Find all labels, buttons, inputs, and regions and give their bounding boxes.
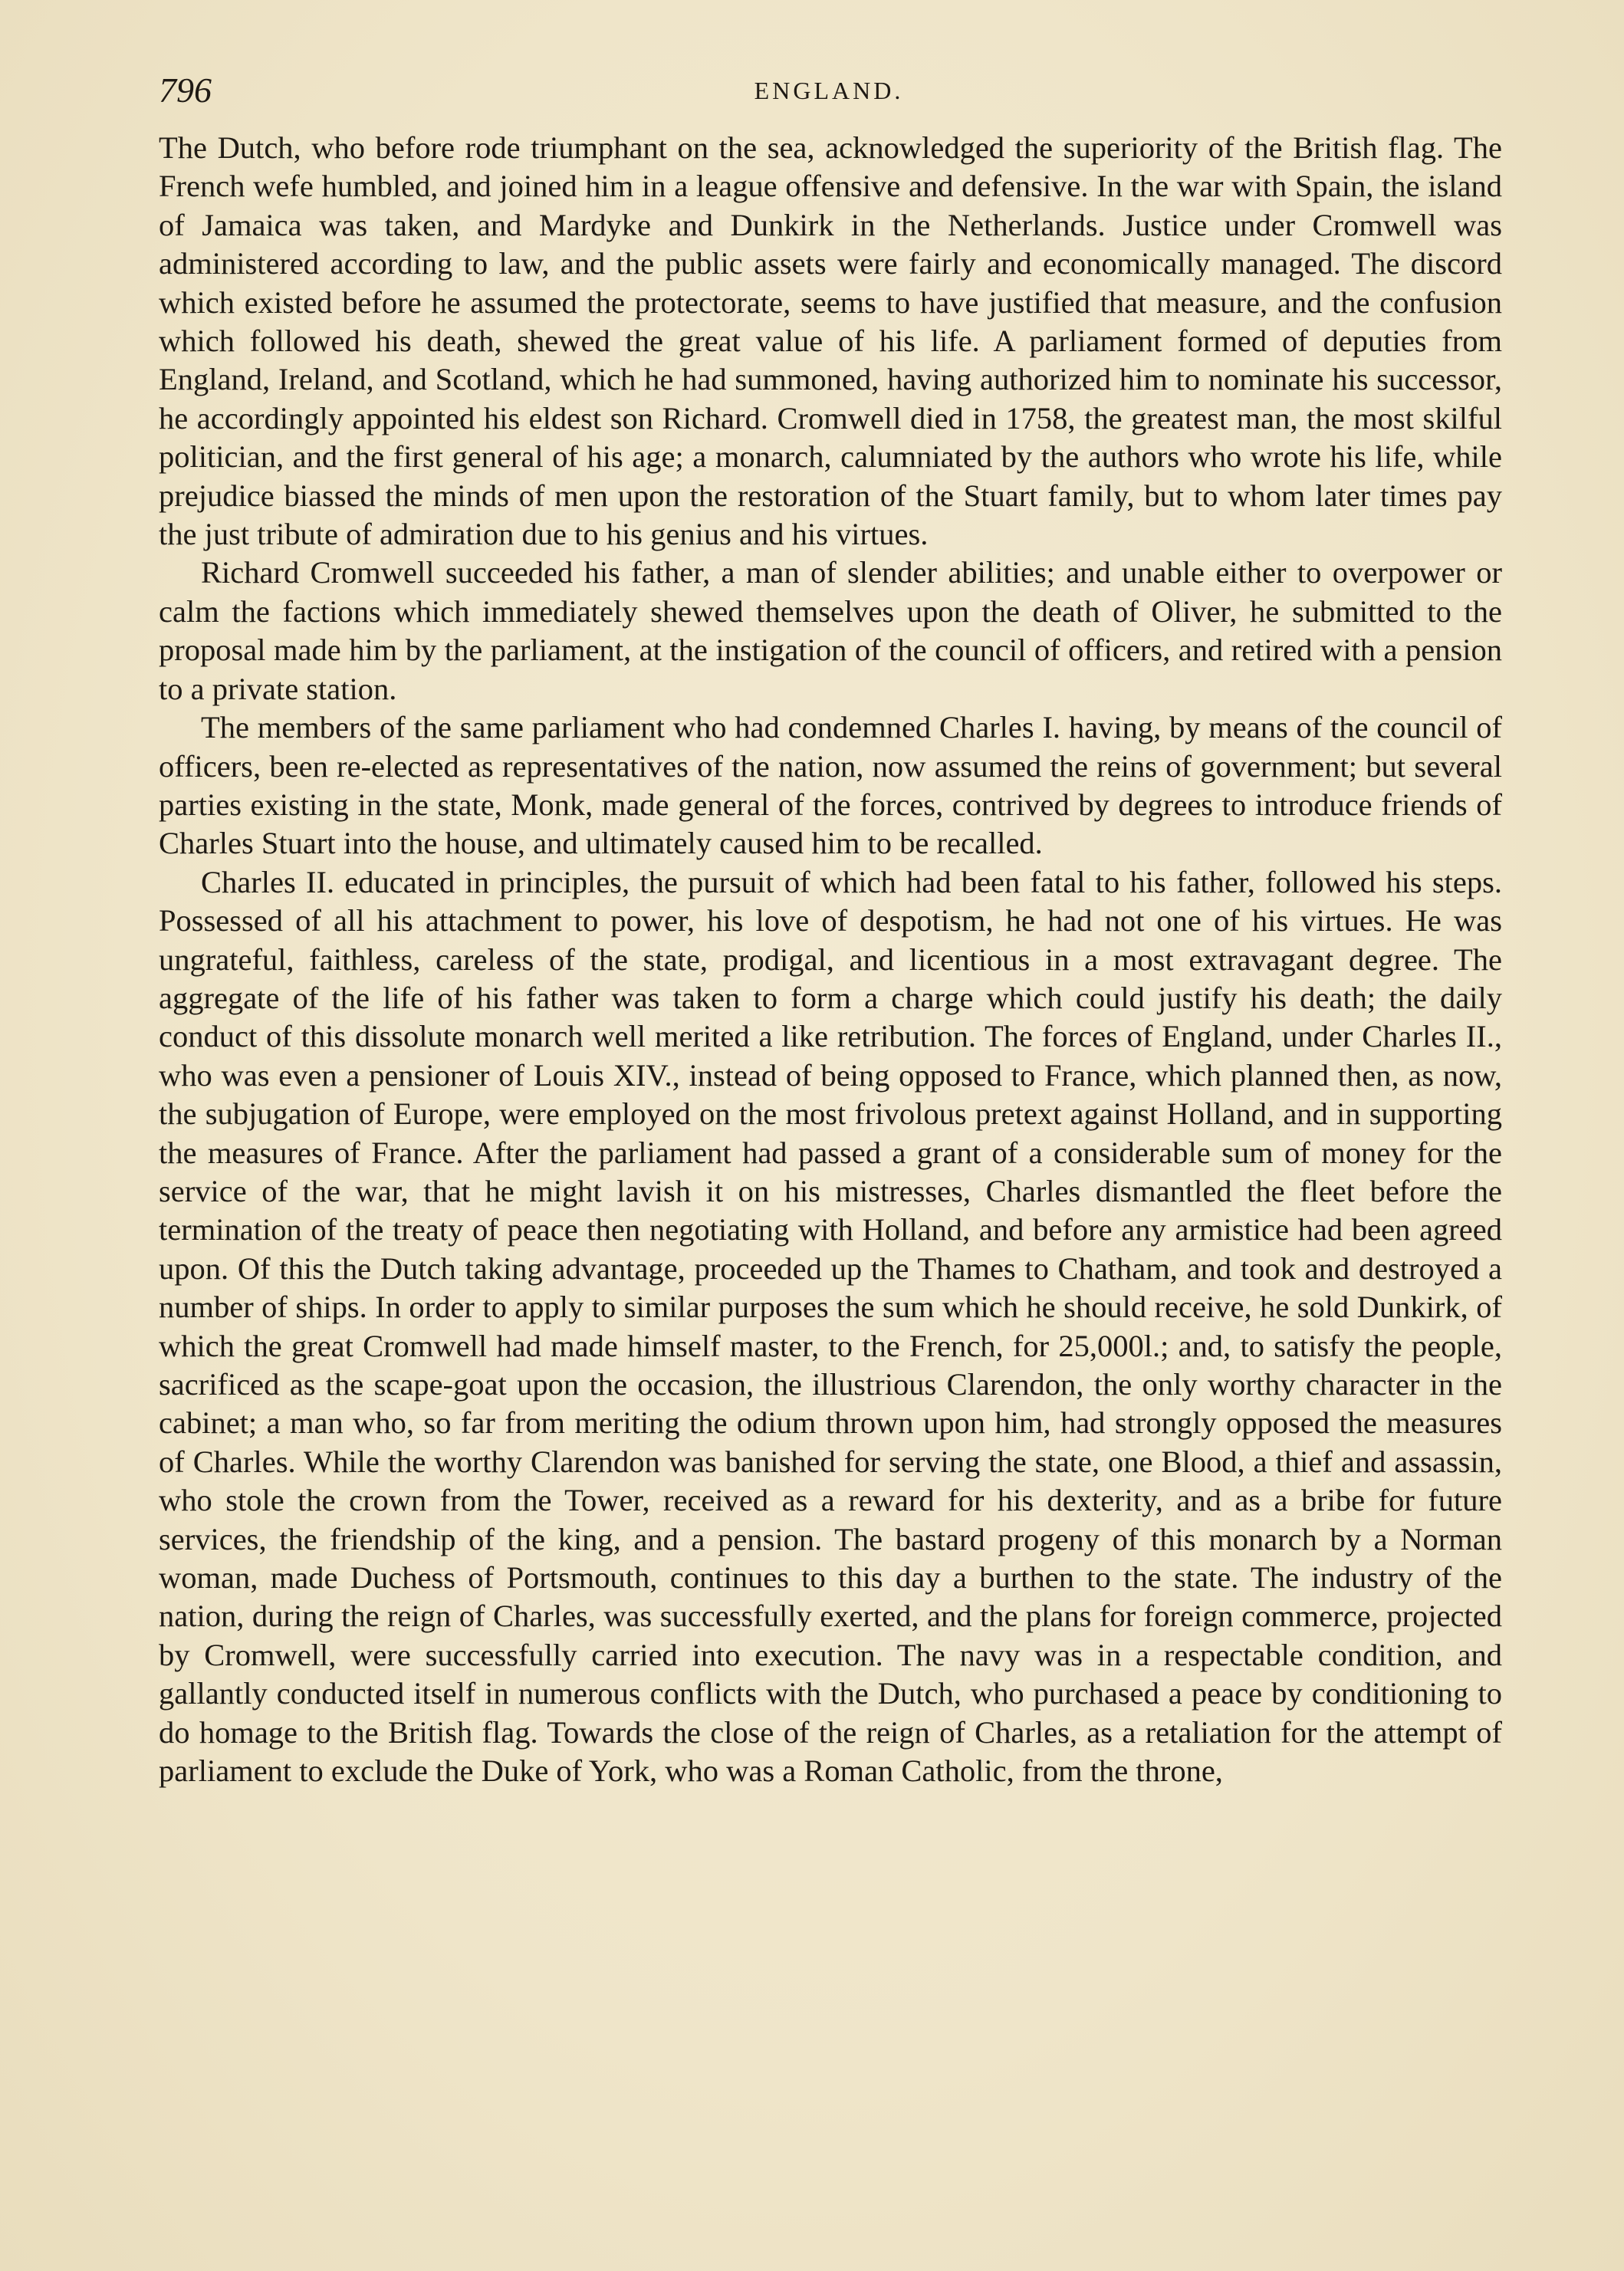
paragraph-richard-cromwell: Richard Cromwell succeeded his father, a man of slender abilities; and unable either to overpower or calm the factions which immediately shewed themselves upon the death of Oliver, he submitted to the proposal made him by the parliament, at the instigation of the council of officers, and retired with a pension to a private station. <box>159 555 1502 706</box>
paragraph-parliament-monk: The members of the same parliament who had condemned Charles I. having, by means of the council of officers, been re-elected as representatives of the nation, now assumed the reins of government; but several parties existing in the state, Monk, made general of the forces, contrived by degrees to introduce friends of Charles Stuart into the house, and ultimately caused him to be recalled. <box>159 710 1502 861</box>
paragraph-dutch-flag: The Dutch, who before rode triumphant on the sea, acknowledged the superiority of the British flag. The French wefe humbled, and joined him in a league offensive and defensive. In the war with Spain, the island of Jamaica was taken, and Mardyke and Dunkirk in the Netherlands. Justice under Cromwell was administered according to law, and the public assets were fairly and economically managed. The discord which existed before he assumed the protectorate, seems to have justified that measure, and the confusion which followed his death, shewed the great value of his life. A parliament formed of deputies from England, Ireland, and Scotland, which he had summoned, having authorized him to nominate his successor, he accordingly appointed his eldest son Richard. Cromwell died in 1758, the greatest man, the most skilful politician, and the first general of his age; a monarch, calumniated by the authors who wrote his life, while prejudice biassed the minds of men upon the restoration of the Stuart family, but to whom later times pay the just tribute of admiration due to his genius and his virtues. <box>159 130 1502 552</box>
body-text <box>159 129 1502 1790</box>
page-header <box>159 67 1499 113</box>
running-head: ENGLAND. <box>754 77 904 104</box>
paragraph-charles-ii: Charles II. educated in principles, the pursuit of which had been fatal to his father, followed his steps. Possessed of all his attachment to power, his love of despotism, he had not one of his virtues. He was ungrateful, faithless, careless of the state, prodigal, and licentious in a most extravagant degree. The aggregate of the life of his father was taken to form a charge which could justify his death; the daily conduct of this dissolute monarch well merited a like retribution. The forces of England, under Charles II., who was even a pensioner of Louis XIV., instead of being opposed to France, which planned then, as now, the subjugation of Europe, were employed on the most frivolous pretext against Holland, and in supporting the measures of France. After the parliament had passed a grant of a considerable sum of money for the service of the war, that he might lavish it on his mistresses, Charles dismantled the fleet before the termination of the treaty of peace then negotiating with Holland, and before any armistice had been agreed upon. Of this the Dutch taking advantage, proceeded up the Thames to Chatham, and took and destroyed a number of ships. In order to apply to similar purposes the sum which he should receive, he sold Dunkirk, of which the great Cromwell had made himself master, to the French, for 25,000l.; and, to satisfy the people, sacrificed as the scape-goat upon the occasion, the illustrious Clarendon, the only worthy character in the cabinet; a man who, so far from meriting the odium thrown upon him, had strongly opposed the measures of Charles. While the worthy Clarendon was banished for serving the state, one Blood, a thief and assassin, who stole the crown from the Tower, received as a reward for his dexterity, and as a bribe for future services, the friendship of the king, and a pension. The bastard progeny of this monarch by a Norman woman, made Duchess of Portsmouth, continues to this day a burthen to the state. The industry of the nation, during the reign of Charles, was successfully exerted, and the plans for foreign commerce, projected by Cromwell, were successfully carried into execution. The navy was in a respectable condition, and gallantly conducted itself in numerous conflicts with the Dutch, who purchased a peace by conditioning to do homage to the British flag. Towards the close of the reign of Charles, as a retaliation for the attempt of parliament to exclude the Duke of York, who was a Roman Catholic, from the throne, <box>159 864 1502 1789</box>
page-number: 796 <box>159 71 212 110</box>
